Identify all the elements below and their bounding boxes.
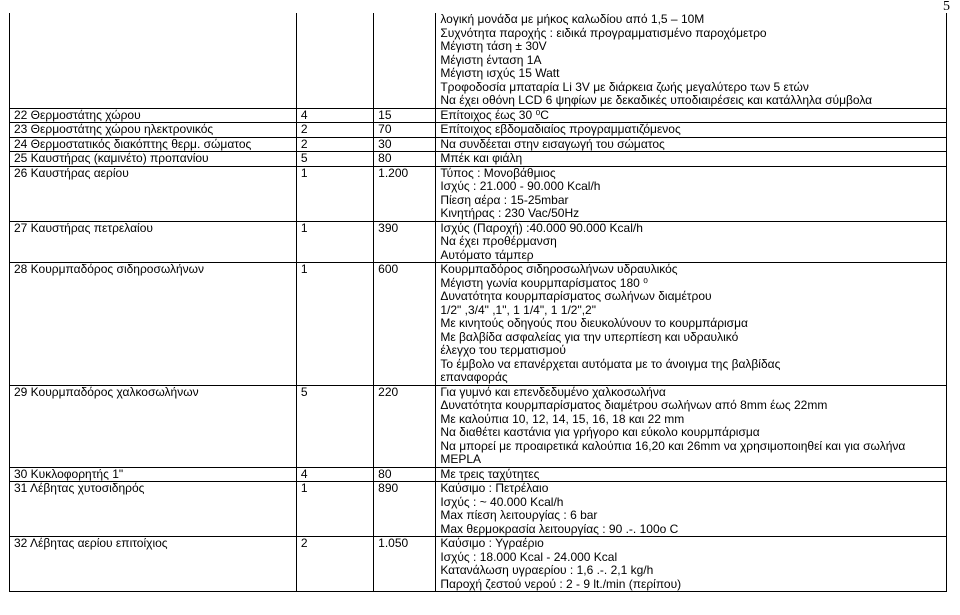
description-cell bbox=[436, 482, 947, 537]
description-line: 1/2" ,3/4" ,1", 1 1/4", 1 1/2",2" bbox=[440, 302, 596, 317]
description-line: Μέγιστη ένταση 1Α bbox=[440, 52, 542, 67]
price-cell: 220 bbox=[374, 385, 436, 467]
description-line: Παροχή ζεστού νερού : 2 - 9 lt./min (περίπου) bbox=[440, 576, 682, 591]
description-line: Με κινητούς οδηγούς που διευκολύνουν το κουρμπάρισμα bbox=[440, 316, 748, 330]
description-line: Για γυμνό και επενδεδυμένο χαλκοσωλήνα bbox=[440, 385, 666, 399]
description-line: Αυτόματο τάμπερ bbox=[440, 247, 534, 262]
table-row bbox=[10, 263, 947, 386]
description-line: Δυνατότητα κουρμπαρίσματος διαμέτρου σωλήνων από 8mm έως 22mm bbox=[440, 398, 828, 412]
item-cell: 29 Κουρμπαδόρος χαλκοσωλήνων bbox=[10, 385, 297, 467]
table-row bbox=[10, 166, 947, 221]
price-cell: 80 bbox=[374, 152, 436, 167]
item-cell: 26 Καυστήρας αερίου bbox=[10, 166, 297, 221]
description-line: Να έχει οθόνη LCD 6 ψηφίων με δεκαδικές υποδιαιρέσεις και κατάλληλα σύμβολα bbox=[440, 93, 873, 107]
description-line: Ισχύς : 21.000 - 90.000 Kcal/h bbox=[440, 179, 601, 193]
quantity-cell: 1 bbox=[296, 482, 373, 537]
description-line: Ισχύς : 18.000 Kcal - 24.000 Kcal bbox=[440, 549, 618, 564]
description-cell bbox=[436, 467, 947, 482]
description-cell bbox=[436, 166, 947, 221]
quantity-cell: 1 bbox=[296, 221, 373, 263]
description-line: λογική μονάδα με μήκος καλωδίου από 1,5 – 10Μ bbox=[440, 13, 705, 26]
price-cell: 600 bbox=[374, 263, 436, 386]
item-cell: 30 Κυκλοφορητής 1" bbox=[10, 467, 297, 482]
description-line: Επίτοιχος εβδομαδιαίος προγραμματιζόμενος bbox=[440, 122, 681, 136]
description-line: Καύσιμο : Πετρέλαιο bbox=[440, 481, 549, 495]
table-row bbox=[10, 467, 947, 482]
quantity-cell: 2 bbox=[296, 537, 373, 592]
quantity-cell: 1 bbox=[296, 166, 373, 221]
quantity-cell: 4 bbox=[296, 467, 373, 482]
page-number: 5 bbox=[943, 0, 950, 14]
equipment-table bbox=[9, 13, 947, 592]
table-row bbox=[10, 385, 947, 467]
description-line: Να μπορεί με προαιρετικά καλούπια 16,20 και 26mm να χρησιμοποιηθεί και για σωλήνα bbox=[440, 438, 906, 453]
description-line: Να έχει προθέρμανση bbox=[440, 234, 557, 248]
description-line: Μέγιστη γωνία κουρμπαρίσματος 180 ⁰ bbox=[440, 275, 648, 290]
description-line: Μέγιστη τάση ± 30V bbox=[440, 39, 547, 53]
description-line: Με καλούπια 10, 12, 14, 15, 16, 18 και 22 mm bbox=[440, 411, 685, 426]
item-cell: 23 Θερμοστάτης χώρου ηλεκτρονικός bbox=[10, 123, 297, 138]
item-cell: 32 Λέβητας αερίου επιτοίχιος bbox=[10, 537, 297, 592]
quantity-cell: 1 bbox=[296, 263, 373, 386]
item-cell: 28 Κουρμπαδόρος σιδηροσωλήνων bbox=[10, 263, 297, 386]
item-cell: 27 Καυστήρας πετρελαίου bbox=[10, 221, 297, 263]
quantity-cell: 5 bbox=[296, 152, 373, 167]
description-line: Με τρεις ταχύτητες bbox=[440, 467, 540, 481]
description-cell bbox=[436, 537, 947, 592]
description-line: Να διαθέτει καστάνια για γρήγορο και εύκολο κουρμπάρισμα bbox=[440, 425, 760, 439]
description-line: Τύπος : Μονοβάθμιος bbox=[440, 166, 556, 180]
price-cell: 890 bbox=[374, 482, 436, 537]
empty-cell bbox=[296, 13, 373, 108]
empty-cell bbox=[10, 13, 297, 108]
description-line: Δυνατότητα κουρμπαρίσματος σωλήνων διαμέτρου bbox=[440, 289, 712, 303]
table-row bbox=[10, 123, 947, 138]
description-line: έλεγχο του τερματισμού bbox=[440, 343, 566, 357]
description-line: Συχνότητα παροχής : ειδικά προγραμματισμένο παροχόμετρο bbox=[440, 25, 767, 40]
table-row bbox=[10, 221, 947, 263]
item-cell: 31 Λέβητας χυτοσιδηρός bbox=[10, 482, 297, 537]
description-line: Κουρμπαδόρος σιδηροσωλήνων υδραυλικός bbox=[440, 262, 678, 276]
price-cell: 15 bbox=[374, 108, 436, 123]
description-cell bbox=[436, 137, 947, 152]
empty-cell bbox=[374, 13, 436, 108]
description-cell bbox=[436, 221, 947, 263]
table-row bbox=[10, 152, 947, 167]
description-line: Μέγιστη ισχύς 15 Watt bbox=[440, 66, 560, 80]
description-cell bbox=[436, 385, 947, 467]
description-cell bbox=[436, 152, 947, 167]
table-row bbox=[10, 537, 947, 592]
quantity-cell: 2 bbox=[296, 123, 373, 138]
description-line: MEPLA bbox=[440, 452, 482, 466]
description-cell bbox=[436, 123, 947, 138]
description-line: Max θερμοκρασία λειτουργίας : 90 .-. 100ο C bbox=[440, 521, 679, 536]
price-cell: 1.050 bbox=[374, 537, 436, 592]
description-line: Να συνδέεται στην εισαγωγή του σώματος bbox=[440, 137, 665, 151]
item-cell: 24 Θερμοστατικός διακόπτης θερμ. σώματος bbox=[10, 137, 297, 152]
quantity-cell: 5 bbox=[296, 385, 373, 467]
description-line: Max πίεση λειτουργίας : 6 bar bbox=[440, 508, 598, 522]
description-cell bbox=[436, 13, 947, 108]
table-row bbox=[10, 108, 947, 123]
description-line: Με βαλβίδα ασφαλείας για την υπερπίεση και υδραυλικό bbox=[440, 329, 739, 344]
continuation-row bbox=[10, 13, 947, 108]
price-cell: 1.200 bbox=[374, 166, 436, 221]
table-row bbox=[10, 482, 947, 537]
price-cell: 70 bbox=[374, 123, 436, 138]
item-cell: 22 Θερμοστάτης χώρου bbox=[10, 108, 297, 123]
description-line: Κινητήρας : 230 Vac/50Hz bbox=[440, 206, 580, 220]
description-line: Κατανάλωση υγραερίου : 1,6 .-. 2,1 kg/h bbox=[440, 563, 654, 577]
description-line: Επίτοιχος έως 30 ⁰C bbox=[440, 108, 549, 122]
description-line: Πίεση αέρα : 15-25mbar bbox=[440, 192, 569, 207]
quantity-cell: 2 bbox=[296, 137, 373, 152]
description-line: Μπέκ και φιάλη bbox=[440, 151, 523, 165]
description-line: Ισχύς : ~ 40.000 Kcal/h bbox=[440, 494, 564, 509]
table-row bbox=[10, 137, 947, 152]
price-cell: 80 bbox=[374, 467, 436, 482]
description-cell bbox=[436, 263, 947, 386]
price-cell: 390 bbox=[374, 221, 436, 263]
item-cell: 25 Καυστήρας (καμινέτο) προπανίου bbox=[10, 152, 297, 167]
description-line: Τροφοδοσία μπαταρία Li 3V με διάρκεια ζωής μεγαλύτερο των 5 ετών bbox=[440, 79, 809, 94]
description-cell bbox=[436, 108, 947, 123]
price-cell: 30 bbox=[374, 137, 436, 152]
description-line: Καύσιμο : Υγραέριο bbox=[440, 536, 544, 550]
quantity-cell: 4 bbox=[296, 108, 373, 123]
description-line: επαναφοράς bbox=[440, 370, 508, 384]
description-line: Ισχύς (Παροχή) :40.000 90.000 Kcal/h bbox=[440, 221, 643, 235]
description-line: Το έμβολο να επανέρχεται αυτόματα με το άνοιγμα της βαλβίδας bbox=[440, 356, 781, 371]
